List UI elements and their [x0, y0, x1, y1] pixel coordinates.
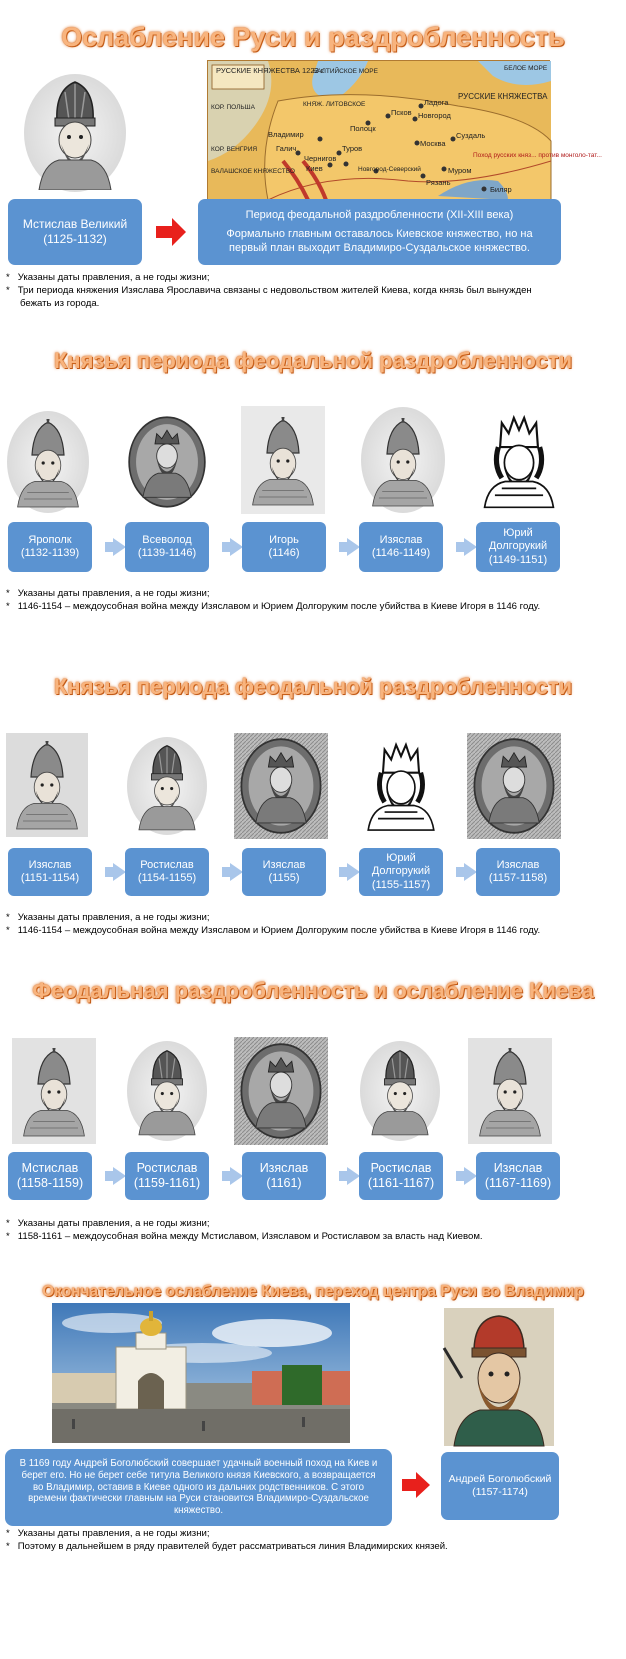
map-label-title: РУССКИЕ КНЯЖЕСТВА 1223 г.: [216, 66, 325, 75]
prince-box: [8, 848, 92, 896]
izyaslav-portrait: [234, 1037, 328, 1145]
map-label-wallachia: ВАЛАШСКОЕ КНЯЖЕСТВО: [211, 168, 295, 175]
golden-gate-photo: [52, 1303, 350, 1443]
map-city-bilyar: Биляр: [490, 185, 512, 194]
izyaslav-portrait: [360, 406, 446, 514]
prince-name: Ярополк: [28, 533, 72, 546]
mstislav-box: [8, 199, 142, 265]
andrei-portrait: [444, 1308, 554, 1446]
map-city-kiev: Киев: [306, 164, 323, 173]
rostislav-portrait: [126, 736, 208, 836]
map-label-white-sea: БЕЛОЕ МОРЕ: [504, 65, 548, 72]
mstislav-dates: (1125-1132): [43, 232, 107, 246]
section5-title: Окончательное ослабление Киева, переход центра Руси во Владимир: [42, 1283, 584, 1300]
prince-box: [476, 522, 560, 572]
prince-box: [125, 1152, 209, 1200]
map-city-novgorod: Новгород: [418, 111, 451, 120]
map-city-murom: Муром: [448, 166, 472, 175]
section3-notes: * Указаны даты правления, а не годы жизни; * 1146-1154 – междоусобная война между Изяславом и Юрием Долгоруким после убийства в Киеве Игоря в 1146 году.: [6, 912, 541, 936]
map-city-vladimir: Владимир: [268, 130, 304, 139]
prince-dates: (1149-1151): [488, 553, 548, 566]
prince-dates: (1154-1155): [137, 872, 197, 884]
section3-note: Указаны даты правления, а не годы жизни;: [17, 912, 210, 923]
section4-note: Указаны даты правления, а не годы жизни;: [17, 1218, 210, 1229]
prince-dates: (1139-1146): [137, 547, 197, 559]
section2-notes: * Указаны даты правления, а не годы жизни; * 1146-1154 – междоусобная война между Изяславом и Юрием Долгоруким после убийства в Киеве Игоря в 1146 году.: [6, 588, 541, 612]
mstislav-name: Мстислав Великий: [22, 217, 128, 232]
map-city-polotsk: Полоцк: [350, 124, 376, 133]
map-city-pskov: Псков: [391, 108, 412, 117]
prince-box: [8, 1152, 92, 1200]
prince-box: [8, 522, 92, 572]
andrei-name: Андрей Боголюбский: [448, 1473, 552, 1486]
prince-name: Игорь: [269, 533, 299, 546]
andrei-campaign-box: [5, 1449, 392, 1526]
prince-dates: (1151-1154): [20, 872, 80, 884]
section3-note: 1146-1154 – междоусобная война между Изяславом и Юрием Долгоруким после убийства в Киеве Игоря в 1146 году.: [17, 924, 541, 936]
map-label-baltic: БАЛТИЙСКОЕ МОРЕ: [313, 68, 378, 75]
section5-note: Поэтому в дальнейшем в ряду правителей будет рассматриваться линия Владимирских князей.: [17, 1540, 448, 1552]
section2-note: 1146-1154 – междоусобная война между Изяславом и Юрием Долгоруким после убийства в Киеве Игоря в 1146 году.: [17, 600, 541, 612]
section1-title: Ослабление Руси и раздробленность: [61, 22, 565, 52]
andrei-box: [441, 1452, 559, 1520]
section2-title: Князья периода феодальной раздробленности: [53, 348, 573, 373]
section4-notes: * Указаны даты правления, а не годы жизни; * 1158-1161 – междоусобная война между Мстиславом, Изяславом и Ростиславом за власть над Киевом.: [6, 1218, 483, 1242]
prince-dates: (1146-1149): [371, 547, 431, 559]
prince-box: [359, 522, 443, 572]
section1-note: Три периода княжения Изяслава Ярославича связаны с недовольством жителей Киева, когда князь был вынужден бежать из города.: [17, 284, 532, 309]
prince-dates: (1132-1139): [20, 547, 80, 559]
period-box: [198, 199, 561, 265]
mstislav-portrait: [12, 1038, 96, 1144]
igor-portrait: [241, 406, 325, 514]
map-city-novgorod-seversky: Новгород-Северский: [358, 166, 421, 173]
prince-dates: (1155-1157): [371, 878, 431, 891]
izyaslav-portrait: [234, 733, 328, 839]
section1-notes: * Указаны даты правления, а не годы жизни; * Три периода княжения Изяслава Ярославича связаны с недовольством жителей Киева, когда князь был вынужден бежать из города.: [6, 272, 532, 309]
red-arrow-icon: [156, 218, 186, 246]
mstislav-portrait: [22, 72, 128, 194]
map-image: [207, 60, 602, 199]
map-label-rus: РУССКИЕ КНЯЖЕСТВА: [458, 92, 548, 101]
andrei-dates: (1157-1174): [472, 1486, 528, 1498]
prince-box: [359, 1152, 443, 1200]
section2-note: Указаны даты правления, а не годы жизни;: [17, 588, 210, 599]
section3-title: Князья периода феодальной раздробленности: [53, 674, 573, 699]
map-city-galich: Галич: [276, 144, 297, 153]
prince-box: [242, 1152, 326, 1200]
prince-box: [242, 848, 326, 896]
section5-note: Указаны даты правления, а не годы жизни;: [17, 1528, 210, 1539]
prince-name: Юрий Долгорукий: [371, 851, 431, 878]
prince-dates: (1161-1167): [367, 1176, 435, 1190]
prince-dates: (1157-1158): [488, 872, 548, 884]
prince-box: [242, 522, 326, 572]
section4-note: 1158-1161 – междоусобная война между Мстиславом, Изяславом и Ростиславом за власть над Киевом.: [17, 1230, 483, 1242]
period-text: Формально главным оставалось Киевское княжество, но на первый план выходит Владимиро-Суздальское княжество.: [226, 228, 533, 254]
prince-dates: (1155): [268, 872, 300, 884]
prince-dates: (1158-1159): [16, 1176, 84, 1190]
section5-notes: * Указаны даты правления, а не годы жизни; * Поэтому в дальнейшем в ряду правителей будет рассматриваться линия Владимирских князей.: [6, 1528, 448, 1552]
map-city-suzdal: Суздаль: [456, 131, 486, 140]
rostislav-portrait: [126, 1040, 208, 1142]
prince-name: Изяслав: [493, 1160, 543, 1175]
map-label-hungary: КОР. ВЕНГРИЯ: [211, 146, 258, 153]
prince-name: Ростислав: [370, 1160, 432, 1175]
prince-name: Изяслав: [259, 1160, 309, 1175]
prince-name: Ростислав: [136, 1160, 198, 1175]
prince-name: Мстислав: [21, 1160, 79, 1175]
prince-name: Изяслав: [262, 858, 306, 871]
prince-dates: (1146): [268, 547, 300, 559]
vsevolod-portrait: [124, 410, 210, 514]
prince-name: Изяслав: [28, 858, 72, 871]
prince-name: Изяслав: [379, 533, 423, 546]
prince-box: [359, 848, 443, 896]
map-label-lithuania: КНЯЖ. ЛИТОВСКОЕ: [303, 101, 366, 108]
prince-box: [125, 848, 209, 896]
map-city-chernigov: Чернигов: [304, 154, 337, 163]
map-label-poland: КОР. ПОЛЬША: [211, 104, 255, 111]
section1-note: Указаны даты правления, а не годы жизни;: [17, 272, 210, 283]
map-city-turov: Туров: [342, 144, 363, 153]
map-city-ryazan: Рязань: [426, 178, 451, 187]
map-city-ladoga: Ладога: [424, 98, 449, 107]
prince-box: [476, 848, 560, 896]
yuri-portrait: [360, 730, 442, 840]
period-heading: Период феодальной раздробленности (XII-XIII века): [245, 208, 514, 221]
yuri-portrait: [476, 404, 562, 516]
map-city-moscow: Москва: [420, 139, 446, 148]
izyaslav-portrait: [6, 733, 88, 837]
section4-title: Феодальная раздробленность и ослабление Киева: [32, 978, 594, 1003]
prince-dates: (1159-1161): [133, 1176, 201, 1190]
prince-name: Изяслав: [496, 858, 540, 871]
campaign-text: В 1169 году Андрей Боголюбский совершает удачный военный поход на Киев и берет его. Но не берет себе титула Великого князя Киевского, а возвращается во Владимир, оставив в Киеве одного из дальних родственников. С этого времени фактически главным на Руси становится Владимиро-Суздальское княжество.: [19, 1457, 378, 1517]
prince-name: Ростислав: [140, 858, 194, 871]
red-arrow-icon: [402, 1472, 430, 1498]
yaropolk-portrait: [6, 410, 90, 514]
map-label-campaign: Поход русских княз... против монголо-тат...: [473, 152, 602, 159]
prince-dates: (1161): [266, 1176, 302, 1190]
rostislav-portrait: [359, 1040, 441, 1142]
prince-name: Всеволод: [142, 533, 192, 546]
izyaslav-portrait: [468, 1038, 552, 1144]
izyaslav-portrait: [467, 733, 561, 839]
prince-box: [476, 1152, 560, 1200]
prince-name: Юрий Долгорукий: [488, 526, 548, 553]
prince-box: [125, 522, 209, 572]
prince-dates: (1167-1169): [484, 1176, 552, 1190]
